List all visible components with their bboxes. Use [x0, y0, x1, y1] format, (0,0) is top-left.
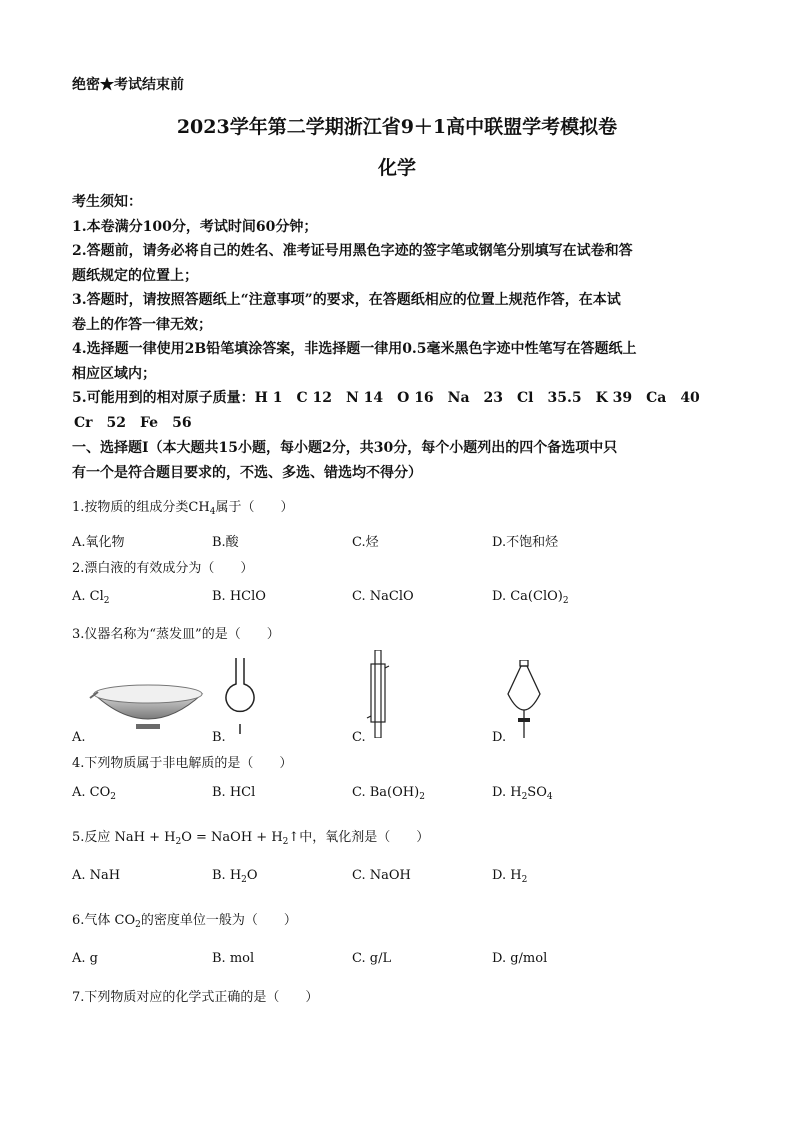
- section-heading: [72, 436, 732, 486]
- q5-d-sub: 2: [521, 875, 528, 885]
- q6-option-a[interactable]: A. g: [72, 951, 98, 966]
- q5-sub: 2: [282, 837, 289, 847]
- notes-item: 2.答题前，请务必将自己的姓名、准考证号用黑色字迹的签字笔或钢笔分别填写在试卷和答: [72, 243, 633, 259]
- section-line: 一、选择题Ⅰ（本大题共15小题，每小题2分，共30分，每个小题列出的四个备选项中只: [72, 440, 618, 456]
- q4-d-text: SO: [527, 785, 547, 800]
- q1-suffix: 属于（ ）: [215, 500, 294, 515]
- q6-text: 的密度单位一般为（ ）: [140, 913, 297, 928]
- q2-d-sub: 2: [562, 596, 569, 606]
- atomic-masses-values: H 1 C 12 N 14 O 16 Na 23 Cl 35.5 K 39 Ca 40: [254, 390, 700, 406]
- question-1-stem: [72, 496, 293, 517]
- q5-b-text: B. H: [212, 868, 242, 883]
- candidate-notes: [72, 190, 732, 435]
- q4-option-b[interactable]: B. HCl: [212, 785, 256, 800]
- q1-option-d[interactable]: D.不饱和烃: [492, 535, 559, 550]
- q2-option-b[interactable]: B. HClO: [212, 589, 266, 604]
- q4-a-sub: 2: [110, 792, 116, 802]
- q4-option-d[interactable]: [492, 785, 553, 802]
- question-3-stem: 3.仪器名称为“蒸发皿”的是（ ）: [72, 627, 280, 642]
- confidential-header: 绝密★考试结束前: [72, 77, 184, 93]
- q5-option-c[interactable]: C. NaOH: [352, 868, 411, 883]
- q1-prefix: 1.按物质的组成分类: [72, 500, 189, 515]
- notes-item: 卷上的作答一律无效；: [72, 316, 212, 333]
- q2-option-d[interactable]: [492, 589, 569, 606]
- question-5-stem: [72, 826, 429, 847]
- q2-d-text: D. Ca(ClO): [492, 589, 563, 604]
- notes-item: 相应区域内；: [72, 365, 156, 382]
- q3-option-b[interactable]: B.: [212, 730, 226, 745]
- q5-b-sub: 2: [241, 875, 247, 885]
- section-line: 有一个是符合题目要求的，不选、多选、错选均不得分）: [72, 465, 422, 481]
- q2-a-sub: 2: [103, 596, 110, 606]
- q1-option-c[interactable]: C.烃: [352, 535, 379, 550]
- evaporating-dish-image: [88, 680, 208, 740]
- exam-title: 2023学年第二学期浙江省9＋1高中联盟学考模拟卷: [176, 116, 618, 138]
- atomic-masses-continued: Cr 52 Fe 56: [74, 414, 192, 431]
- notes-heading: 考生须知：: [72, 194, 142, 210]
- question-2-stem: 2.漂白液的有效成分为（ ）: [72, 561, 254, 576]
- q5-d-text: D. H: [492, 868, 522, 883]
- question-4-stem: 4.下列物质属于非电解质的是（ ）: [72, 756, 293, 771]
- q6-sub: 2: [135, 920, 141, 930]
- q4-d-sub: 2: [521, 792, 528, 802]
- q3-option-a[interactable]: A.: [72, 730, 86, 745]
- q5-text: ↑中，氧化剂是（ ）: [288, 830, 430, 845]
- notes-item: 1.本卷满分100分，考试时间60分钟；: [72, 218, 318, 235]
- q1-formula: CH: [188, 500, 210, 515]
- notes-item: 3.答题时，请按照答题纸上“注意事项”的要求，在答题纸相应的位置上规范作答，在本试: [72, 292, 621, 308]
- q4-c-text: C. Ba(OH): [352, 785, 420, 800]
- q5-sub: 2: [175, 837, 182, 847]
- q5-option-d[interactable]: [492, 868, 527, 885]
- q3-option-d[interactable]: D.: [492, 730, 507, 745]
- condenser-image: [366, 650, 390, 738]
- q5-option-a[interactable]: A. NaH: [72, 868, 121, 883]
- q2-option-a[interactable]: [72, 589, 110, 606]
- q5-option-b[interactable]: [212, 868, 258, 885]
- question-6-stem: [72, 909, 297, 930]
- exam-subject: 化学: [377, 157, 416, 179]
- q1-option-a[interactable]: A.氧化物: [72, 535, 125, 550]
- q4-option-a[interactable]: [72, 785, 116, 802]
- q6-option-c[interactable]: C. g/L: [352, 951, 392, 966]
- q4-option-c[interactable]: [352, 785, 425, 802]
- separatory-funnel-image: [504, 660, 544, 740]
- round-bottom-flask-image: [220, 656, 260, 736]
- q4-c-sub: 2: [419, 792, 425, 802]
- q5-b-text: O: [246, 868, 258, 883]
- q2-option-c[interactable]: C. NaClO: [352, 589, 414, 604]
- notes-item: 题纸规定的位置上；: [72, 267, 198, 284]
- q2-a-text: A. Cl: [72, 589, 104, 604]
- q6-text: 6.气体 CO: [72, 913, 136, 928]
- q1-formula-sub: 4: [209, 507, 216, 517]
- q4-d-sub: 4: [546, 792, 553, 802]
- question-7-stem: 7.下列物质对应的化学式正确的是（ ）: [72, 990, 319, 1005]
- atomic-masses-label: 5.可能用到的相对原子质量：: [72, 390, 255, 406]
- q5-text: 5.反应 NaH + H: [72, 830, 176, 845]
- q3-option-c[interactable]: C.: [352, 730, 366, 745]
- notes-item: 4.选择题一律使用2B铅笔填涂答案，非选择题一律用0.5毫米黑色字迹中性笔写在答题纸上: [72, 341, 637, 357]
- q6-option-b[interactable]: B. mol: [212, 951, 255, 966]
- q4-a-text: A. CO: [72, 785, 111, 800]
- q6-option-d[interactable]: D. g/mol: [492, 951, 548, 966]
- q4-d-text: D. H: [492, 785, 522, 800]
- atomic-masses: [72, 386, 732, 411]
- q5-text: O = NaOH + H: [181, 830, 283, 845]
- q1-option-b[interactable]: B.酸: [212, 535, 239, 550]
